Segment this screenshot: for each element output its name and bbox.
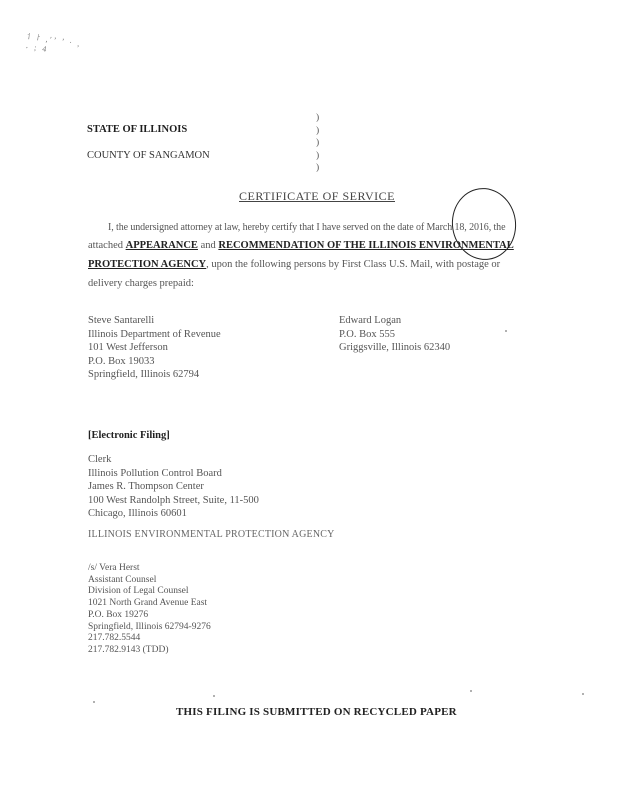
signature-line: Springfield, Illinois 62794-9276 bbox=[88, 621, 211, 632]
address-line: 100 West Randolph Street, Suite, 11-500 bbox=[88, 494, 259, 506]
caption-parens bbox=[316, 112, 319, 175]
agency-name: ILLINOIS ENVIRONMENTAL PROTECTION AGENCY bbox=[88, 529, 335, 540]
signature-line: Assistant Counsel bbox=[88, 574, 157, 585]
scan-speck bbox=[213, 695, 215, 697]
scan-speck bbox=[93, 701, 95, 703]
document-title: CERTIFICATE OF SERVICE bbox=[239, 189, 395, 203]
caption-paren: ) bbox=[316, 138, 320, 148]
electronic-filing-label: [Electronic Filing] bbox=[88, 430, 170, 441]
scan-speck bbox=[505, 330, 507, 332]
body-text: and bbox=[197, 240, 219, 251]
signature-line: 1021 North Grand Avenue East bbox=[88, 598, 208, 609]
signature-line: P.O. Box 19276 bbox=[88, 609, 149, 620]
address-line: Chicago, Illinois 60601 bbox=[88, 508, 187, 519]
address-line: Illinois Department of Revenue bbox=[88, 328, 221, 340]
electronic-filing-address bbox=[88, 453, 259, 521]
body-line-2 bbox=[88, 240, 514, 251]
body-line-1: I, the undersigned attorney at law, hereby certify that I have served on the date of March 18, 2016, the bbox=[108, 222, 506, 233]
address-line: Springfield, Illinois 62794 bbox=[88, 369, 200, 380]
address-line: Steve Santarelli bbox=[88, 315, 155, 326]
caption-paren: ) bbox=[316, 150, 320, 161]
body-text: , upon the following persons by First Class U.S. Mail, with postage or bbox=[206, 259, 501, 270]
body-line-3 bbox=[88, 259, 500, 270]
agency-title: PROTECTION AGENCY bbox=[88, 259, 207, 270]
caption-paren: ) bbox=[316, 113, 320, 123]
caption-state: STATE OF ILLINOIS bbox=[87, 124, 188, 135]
address-line: 101 West Jefferson bbox=[88, 342, 168, 353]
body-text: attached bbox=[88, 240, 126, 251]
signature-line: 217.782.9143 (TDD) bbox=[88, 644, 169, 655]
caption-paren: ) bbox=[316, 125, 320, 136]
address-line: Illinois Pollution Control Board bbox=[88, 467, 222, 479]
body-line-4: delivery charges prepaid: bbox=[88, 278, 194, 289]
recommendation-title: RECOMMENDATION OF THE ILLINOIS ENVIRONMENTAL bbox=[218, 240, 514, 251]
recipient-2 bbox=[339, 314, 450, 355]
handwritten-circle bbox=[447, 184, 520, 264]
address-line: P.O. Box 555 bbox=[339, 328, 396, 340]
address-line: James R. Thompson Center bbox=[88, 481, 204, 492]
address-line: Clerk bbox=[88, 454, 112, 465]
signature-line: /s/ Vera Herst bbox=[88, 563, 140, 573]
scan-speck bbox=[582, 693, 584, 695]
recipient-1 bbox=[88, 314, 221, 382]
signature-block bbox=[88, 563, 211, 657]
address-line: P.O. Box 19033 bbox=[88, 355, 155, 367]
signature-line: Division of Legal Counsel bbox=[88, 586, 189, 597]
address-line: Edward Logan bbox=[339, 315, 402, 326]
address-line: Griggsville, Illinois 62340 bbox=[339, 342, 451, 353]
scan-scribble: ⸶ ⸷ ,′’ ’ ∙ , ˖ ; 4 bbox=[25, 31, 83, 54]
signature-line: 217.782.5544 bbox=[88, 633, 141, 644]
caption-paren: ) bbox=[316, 163, 320, 173]
scan-speck bbox=[470, 690, 472, 692]
footer-notice: THIS FILING IS SUBMITTED ON RECYCLED PAPER bbox=[176, 706, 457, 718]
appearance-title: APPEARANCE bbox=[125, 240, 198, 251]
caption-county: COUNTY OF SANGAMON bbox=[87, 150, 210, 161]
